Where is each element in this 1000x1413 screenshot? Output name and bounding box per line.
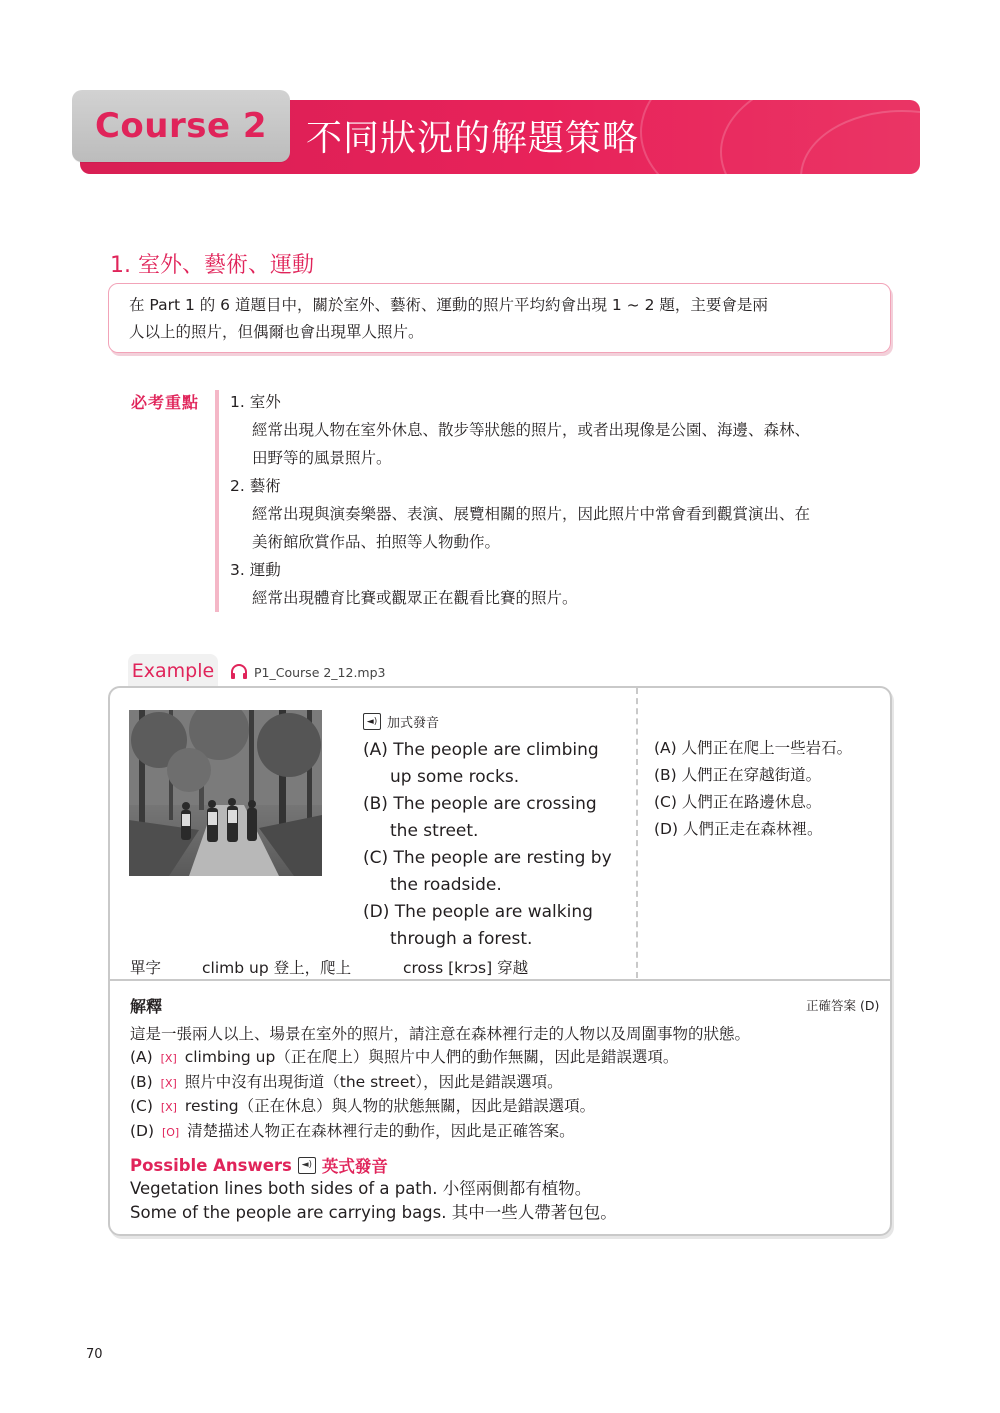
option-d <box>363 899 633 953</box>
possible-answers-list <box>130 1177 617 1225</box>
option-line: up some rocks. <box>390 767 520 787</box>
option-line: (C) The people are resting by <box>363 848 612 868</box>
explanation-text: resting（正在休息）與人物的狀態無關，因此是錯誤選項。 <box>184 1097 596 1115</box>
key-points-label: 必考重點 <box>131 393 200 412</box>
correct-answer: 正確答案 (D) <box>806 998 880 1013</box>
option-line: (B) The people are crossing <box>363 794 597 814</box>
forest-path-image <box>129 710 322 876</box>
option-a <box>363 737 633 791</box>
key-points-list <box>230 388 900 612</box>
answer-options <box>363 712 633 953</box>
audio-track[interactable] <box>230 664 386 680</box>
key-point-head: 1. 室外 <box>230 393 281 411</box>
column-divider <box>636 688 638 978</box>
option-b <box>363 791 633 845</box>
option-line: (A) The people are climbing <box>363 740 599 760</box>
explanation-text: 照片中沒有出現街道（the street），因此是錯誤選項。 <box>184 1072 563 1091</box>
audio-filename: P1_Course 2_12.mp3 <box>254 664 386 680</box>
option-line: (D) The people are walking <box>363 902 593 922</box>
vocab-label: 單字 <box>130 959 162 977</box>
intro-line: 在 Part 1 的 6 道題目中，關於室外、藝術、運動的照片平均約會出現 1 ~ 2 題，主要會是兩 <box>129 296 768 314</box>
translation-line: (B) 人們正在穿越街道。 <box>654 766 822 784</box>
key-point-outdoor <box>230 388 900 472</box>
key-point-sport <box>230 556 900 612</box>
option-label: (A) <box>130 1048 153 1066</box>
headphones-icon <box>230 664 248 680</box>
possible-answer: Vegetation lines both sides of a path. 小徑兩側都有植物。 <box>130 1179 592 1198</box>
explanation-row <box>130 1071 880 1096</box>
key-point-body: 經常出現人物在室外休息、散步等狀態的照片，或者出現像是公園、海邊、森林、 <box>252 421 811 439</box>
speaker-icon: ◄) <box>363 713 381 730</box>
key-point-body: 田野等的風景照片。 <box>252 449 392 467</box>
course-tab <box>72 90 290 162</box>
wrong-mark: [X] <box>160 1052 177 1065</box>
explanation-text: 清楚描述人物正在森林裡行走的動作，因此是正確答案。 <box>187 1121 575 1140</box>
option-c <box>363 845 633 899</box>
explanation-row <box>130 1120 880 1145</box>
course-label: Course 2 <box>94 106 268 146</box>
option-line: through a forest. <box>390 929 533 949</box>
explanation-list <box>130 1046 880 1144</box>
possible-answers-label: Possible Answers <box>130 1155 292 1175</box>
explanation-label: 解釋 <box>130 997 163 1016</box>
wrong-mark: [X] <box>160 1076 177 1090</box>
vocab-entry: climb up 登上，爬上 <box>202 959 352 977</box>
vocab-entry: cross [krɔs] 穿越 <box>403 959 529 977</box>
option-label: (D) <box>130 1121 155 1140</box>
section-divider <box>110 979 890 981</box>
example-tab: Example <box>128 654 218 688</box>
explanation-row <box>130 1046 880 1071</box>
key-point-body: 美術館欣賞作品、拍照等人物動作。 <box>252 533 501 551</box>
key-point-body: 經常出現與演奏樂器、表演、展覽相關的照片，因此照片中常會看到觀賞演出、在 <box>252 505 811 523</box>
translation-line: (A) 人們正在爬上一些岩石。 <box>654 739 853 757</box>
possible-answers-accent: 英式發音 <box>321 1157 388 1176</box>
key-points-bar <box>215 390 219 612</box>
translation-line: (D) 人們正走在森林裡。 <box>654 820 823 838</box>
page-title: 不同狀況的解題策略 <box>306 118 640 159</box>
explanation-row <box>130 1095 880 1120</box>
intro-line: 人以上的照片，但偶爾也會出現單人照片。 <box>129 323 424 341</box>
wrong-mark: [X] <box>160 1101 177 1114</box>
translation-line: (C) 人們正在路邊休息。 <box>654 793 822 811</box>
forest-photo <box>129 710 322 876</box>
intro-box <box>108 283 891 353</box>
key-point-head: 3. 運動 <box>230 561 281 579</box>
accent-label <box>363 712 633 731</box>
explanation-text: climbing up（正在爬上）與照片中人們的動作無關，因此是錯誤選項。 <box>184 1048 679 1066</box>
key-point-art <box>230 472 900 556</box>
option-line: the street. <box>390 821 479 841</box>
key-point-body: 經常出現體育比賽或觀眾正在觀看比賽的照片。 <box>252 589 578 607</box>
correct-mark: [O] <box>161 1125 180 1139</box>
possible-answer: Some of the people are carrying bags. 其中一些人帶著包包。 <box>130 1203 617 1222</box>
key-point-head: 2. 藝術 <box>230 477 281 495</box>
explanation-intro: 這是一張兩人以上、場景在室外的照片，請注意在森林裡行走的人物以及周圍事物的狀態。 <box>130 1025 751 1043</box>
option-line: the roadside. <box>390 875 502 895</box>
accent-text: 加式發音 <box>387 716 440 731</box>
translations <box>654 735 884 843</box>
page-number: 70 <box>86 1347 103 1362</box>
speaker-icon: ◄) <box>298 1157 316 1174</box>
possible-answers-heading <box>130 1153 388 1177</box>
section-title: 1. 室外、藝術、運動 <box>110 253 314 278</box>
option-label: (B) <box>130 1072 153 1091</box>
option-label: (C) <box>130 1097 153 1115</box>
vocabulary-row <box>130 956 528 978</box>
